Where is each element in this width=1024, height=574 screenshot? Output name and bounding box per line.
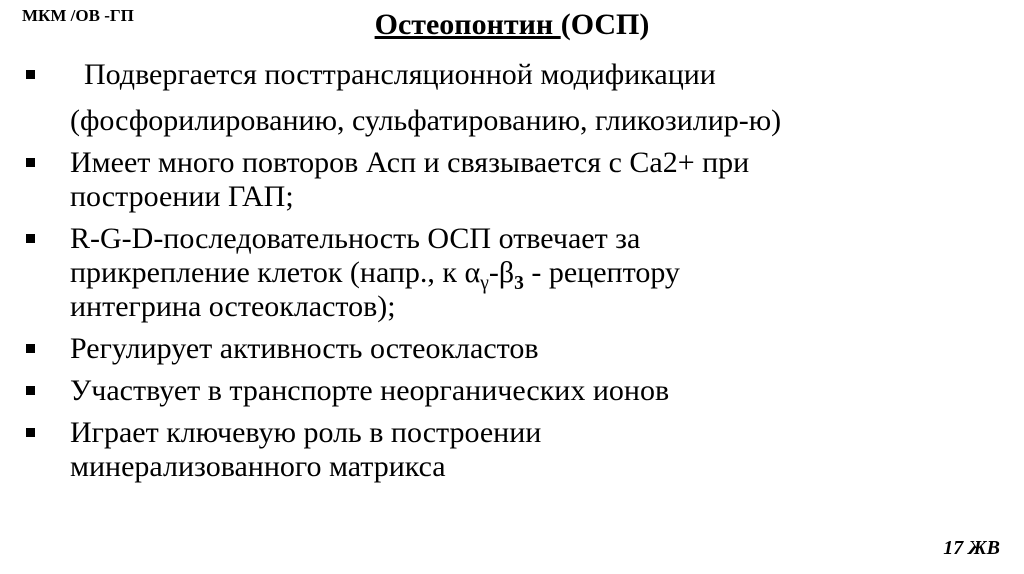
- bullet-line: (фосфорилированию, сульфатированию, гликозилир-ю): [70, 104, 782, 137]
- bullet-item: [16, 332, 1006, 366]
- bullet-line: Участвует в транспорте неорганических ионов: [70, 374, 670, 407]
- bullet-line-formula: [70, 256, 1006, 294]
- bullet-line: Подвергается посттрансляционной модификации: [84, 58, 716, 91]
- square-bullet-icon: [26, 428, 35, 437]
- alpha-symbol: α: [464, 256, 481, 289]
- formula-prefix: прикрепление клеток (напр., к: [70, 256, 465, 289]
- bullet-line: Имеет много повторов Асп и связывается с Са2+ при: [70, 146, 750, 179]
- bullet-item: [16, 416, 1006, 484]
- square-bullet-icon: [26, 70, 35, 79]
- square-bullet-icon: [26, 234, 35, 243]
- bullet-item: [16, 146, 1006, 214]
- bullet-line: интегрина остеокластов);: [70, 290, 396, 323]
- bullet-list: [16, 58, 1006, 484]
- title-main: Остеопонтин: [374, 8, 561, 41]
- bullet-line: минерализованного матрикса: [70, 450, 446, 483]
- slide-title: [0, 8, 1024, 42]
- bullet-item: [16, 374, 1006, 408]
- square-bullet-icon: [26, 158, 35, 167]
- beta-subscript: 3: [514, 272, 524, 294]
- bullet-line: построении ГАП;: [70, 180, 294, 213]
- alpha-subscript: γ: [480, 272, 489, 294]
- square-bullet-icon: [26, 344, 35, 353]
- bullet-line: Играет ключевую роль в построении: [70, 416, 542, 449]
- bullet-item: [16, 222, 1006, 324]
- formula-dash: -: [488, 256, 499, 289]
- title-abbr: (ОСП): [560, 8, 650, 41]
- formula-suffix: - рецептору: [523, 256, 680, 289]
- corner-label: МКМ /ОВ -ГП: [22, 6, 134, 25]
- bullet-item: [16, 58, 1006, 138]
- beta-symbol: β: [498, 256, 515, 289]
- bullet-line: Регулирует активность остеокластов: [70, 332, 539, 365]
- bullet-line: R-G-D-последовательность ОСП отвечает за: [70, 222, 641, 255]
- page-number: 17 ЖВ: [943, 537, 1000, 559]
- square-bullet-icon: [26, 386, 35, 395]
